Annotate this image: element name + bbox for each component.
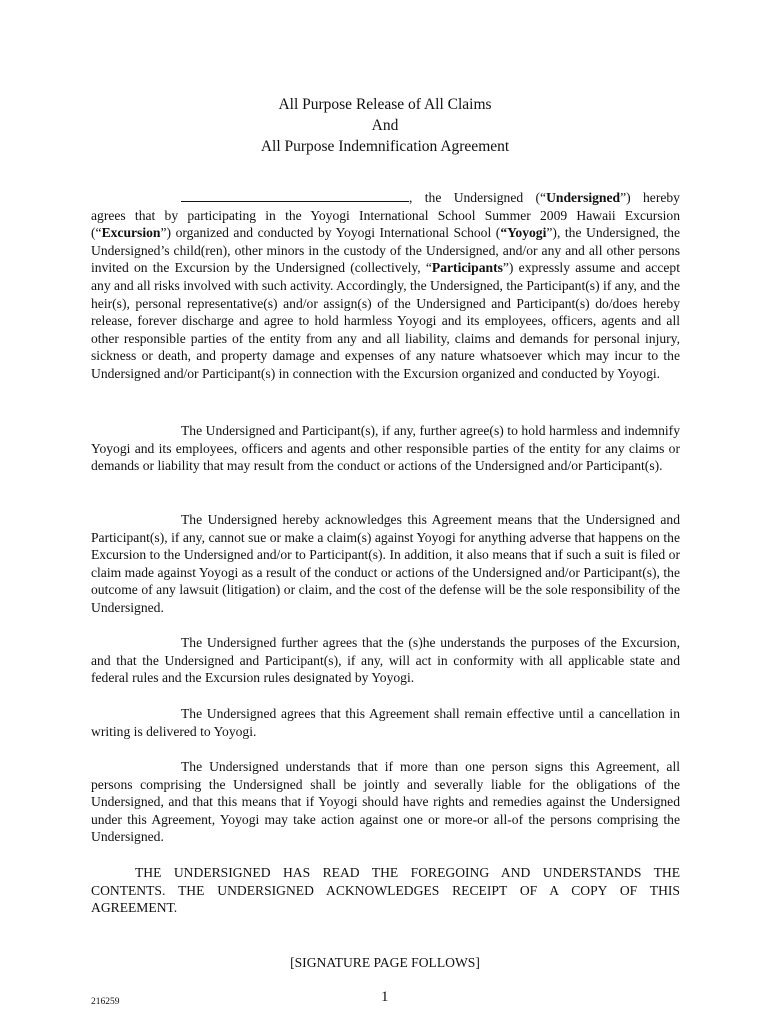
paragraph-release: , the Undersigned (“Undersigned”) hereby agrees that by participating in the Yoyogi International School Summer 2009 Hawaii Excursion (“Excursion”) organized and conducted by Yoyogi International School (“Yoyogi”), the Undersigned, the Undersigned’s child(ren), other minors in the custody of the Undersigned, and/or any and all other persons invited on the Excursion by the Undersigned (collectively, “Participants”) expressly assume and accept any and all risks involved with such activity. Accordingly, the Undersigned, the Participant(s) if any, and the heir(s), personal representative(s) and/or assign(s) of the Undersigned and Participant(s) do/does hereby release, forever discharge and agree to hold harmless Yoyogi and its employees, officers, agents and all other responsible parties of the entity from any and all liability, claims and demands for personal injury, sickness or death, and property damage and expenses of any nature whatsoever which may incur to the Undersigned and/or Participant(s) in connection with the Excursion organized and conducted by Yoyogi. [91,190,680,381]
paragraph-liability: The Undersigned understands that if more than one person signs this Agreement, all persons comprising the Undersigned shall be jointly and severally liable for the obligations of the Undersigned, and that this means that if Yoyogi should have rights and remedies against the Undersigned under this Agreement, Yoyogi may take action against one or more-or all-of the persons comprising the Undersigned. [91,759,680,845]
paragraph-effective: The Undersigned agrees that this Agreement shall remain effective until a cancellation in writing is delivered to Yoyogi. [91,706,680,739]
page-number: 1 [381,989,389,1005]
signature-page-note: [SIGNATURE PAGE FOLLOWS] [290,955,480,970]
title-line-2: And [371,117,399,134]
document-code: 216259 [91,997,120,1007]
paragraph-conformity: The Undersigned further agrees that the (s)he understands the purposes of the Excursion, and that the Undersigned and Participant(s), if any, will act in conformity with all applicable state and federal rules and the Excursion rules designated by Yoyogi. [91,635,680,686]
name-blank-line[interactable] [181,189,409,202]
title-line-3: All Purpose Indemnification Agreement [260,138,510,155]
paragraph-acknowledgement-caps: THE UNDERSIGNED HAS READ THE FOREGOING AND UNDERSTANDS THE CONTENTS. THE UNDERSIGNED ACKNOWLEDGES RECEIPT OF A COPY OF THIS AGREEMENT. [91,865,680,916]
title-line-1: All Purpose Release of All Claims [278,96,492,113]
paragraph-acknowledge: The Undersigned hereby acknowledges this Agreement means that the Undersigned and Participant(s), if any, cannot sue or make a claim(s) against Yoyogi for anything adverse that happens on the Excursion to the Undersigned and/or to Participant(s). In addition, it also means that if such a suit is filed or claim made against Yoyogi as a result of the conduct or actions of the Undersigned and/or Participant(s), the outcome of any lawsuit (litigation) or claim, and the cost of the defense will be the sole responsibility of the Undersigned. [91,512,680,615]
paragraph-indemnify: The Undersigned and Participant(s), if any, further agree(s) to hold harmless and indemnify Yoyogi and its employees, officers and agents and other responsible parties of the entity for any claims or demands or liability that may result from the conduct or actions of the Undersigned and/or Participant(s). [91,423,680,474]
